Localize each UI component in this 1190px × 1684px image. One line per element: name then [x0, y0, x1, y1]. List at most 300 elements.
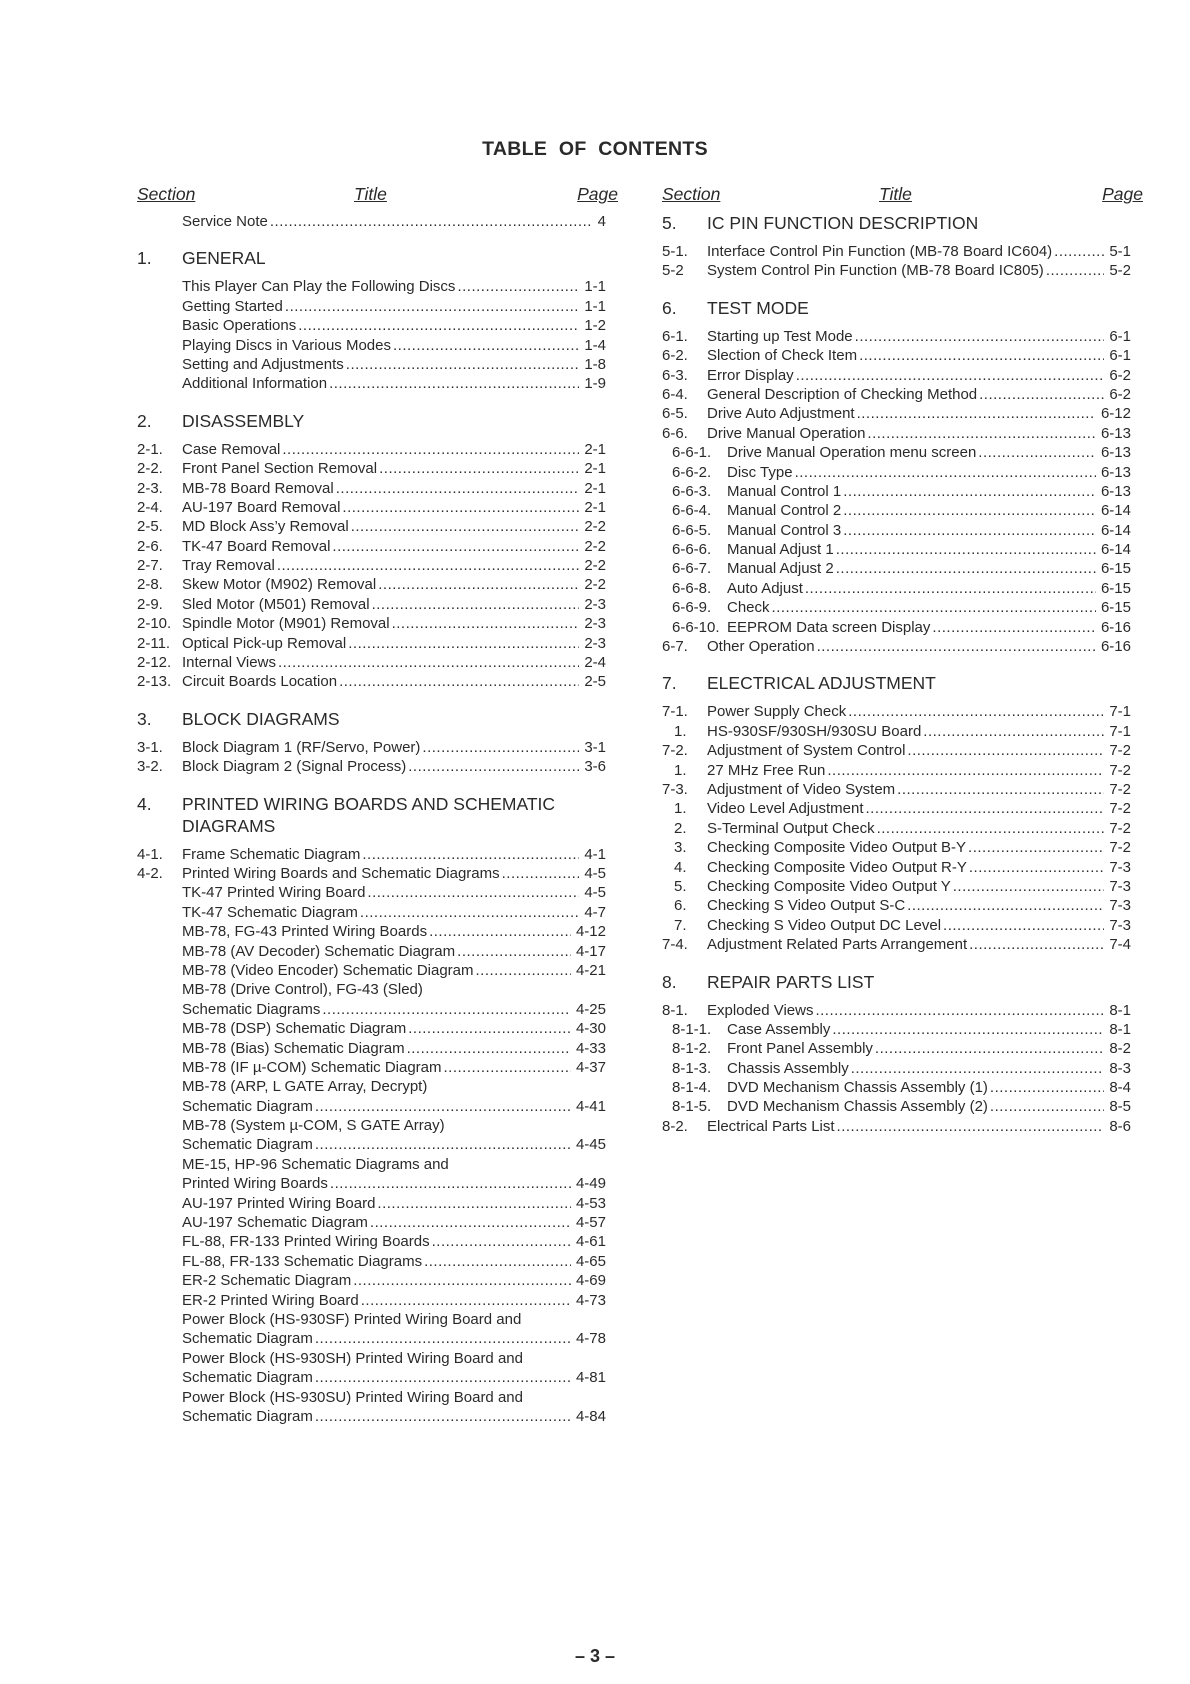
dot-leader [361, 1291, 571, 1310]
toc-entry [662, 443, 1143, 462]
dot-leader [332, 537, 579, 556]
dot-leader [277, 556, 580, 575]
dot-leader [502, 864, 580, 883]
entry-body [727, 1020, 1131, 1039]
dot-leader [346, 355, 580, 374]
entry-number: 2-11. [137, 634, 171, 652]
entry-page: 7-4 [1109, 936, 1131, 954]
entry-page: 6-2 [1109, 366, 1131, 384]
entry-number: 2-2. [137, 460, 163, 478]
entry-title: Sled Motor (M501) Removal [182, 595, 370, 613]
dot-leader [315, 1368, 571, 1387]
entry-page: 6-16 [1100, 638, 1131, 656]
entry-body [727, 598, 1131, 617]
entry-title: MB-78 (System µ-COM, S GATE Array) [182, 1117, 445, 1135]
dot-leader [843, 482, 1096, 501]
dot-leader [1046, 261, 1105, 280]
entry-page: 4-30 [575, 1020, 606, 1038]
entry-body [182, 1019, 606, 1038]
entry-title: EEPROM Data screen Display [727, 618, 931, 636]
section-heading-title: REPAIR PARTS LIST [707, 971, 875, 992]
entry-page: 2-5 [584, 673, 606, 691]
toc-entry [662, 404, 1143, 423]
toc-entry [137, 864, 618, 883]
header-page: Page [1102, 184, 1143, 204]
column-header [662, 184, 1143, 212]
entry-page: 4-1 [584, 845, 606, 863]
entry-number: 6-6-2. [672, 463, 712, 481]
entry-title: Schematic Diagram [182, 1136, 313, 1154]
dot-leader [772, 598, 1096, 617]
entry-body [182, 757, 606, 776]
entry-number: 3-2. [137, 758, 163, 776]
entry-number: 6-6-1. [672, 444, 712, 462]
toc-entry [662, 346, 1143, 365]
section-number: 5. [662, 213, 677, 233]
entry-page: 2-2 [584, 537, 606, 555]
entry-title: Manual Control 2 [727, 502, 842, 520]
section-number: 3. [137, 708, 152, 729]
entry-page: 2-1 [584, 479, 606, 497]
toc-entry [662, 501, 1143, 520]
toc-left-list [137, 212, 618, 1426]
dot-leader [342, 498, 579, 517]
entry-title: MB-78 (Drive Control), FG-43 (Sled) [182, 981, 423, 999]
entry-number: 2-7. [137, 557, 163, 575]
section-heading [662, 672, 1143, 694]
entry-body [707, 424, 1131, 443]
header-title: Title [354, 184, 387, 204]
entry-number: 6-6. [662, 424, 688, 442]
entry-body [727, 1097, 1131, 1116]
dot-leader [424, 1252, 571, 1271]
column-header [137, 184, 618, 212]
entry-page: 2-1 [584, 460, 606, 478]
entry-body [707, 385, 1131, 404]
entry-page: 6-1 [1109, 347, 1131, 365]
entry-number: 6-6-8. [672, 579, 712, 597]
dot-leader [805, 579, 1096, 598]
dot-leader [867, 424, 1096, 443]
entry-page: 6-13 [1100, 463, 1131, 481]
section-number: 1. [137, 248, 152, 269]
entry-page: 4-17 [575, 942, 606, 960]
entry-number: 2-9. [137, 595, 163, 613]
entry-page: 3-1 [584, 738, 606, 756]
dot-leader [336, 479, 580, 498]
entry-number: 4-2. [137, 864, 163, 882]
entry-body [182, 316, 606, 335]
toc-entry [137, 575, 618, 594]
entry-body [182, 1000, 606, 1019]
toc-entry [137, 537, 618, 556]
entry-number: 7-2. [662, 742, 688, 760]
toc-entry [137, 556, 618, 575]
entry-page: 2-1 [584, 498, 606, 516]
entry-body [182, 1407, 606, 1426]
entry-body [707, 780, 1131, 799]
entry-title: AU-197 Printed Wiring Board [182, 1194, 376, 1212]
entry-title: Block Diagram 2 (Signal Process) [182, 758, 407, 776]
entry-page: 4-61 [575, 1233, 606, 1251]
entry-page: 8-4 [1109, 1079, 1131, 1097]
entry-number: 6-4. [662, 385, 688, 403]
entry-title: Manual Control 3 [727, 521, 842, 539]
entry-body [182, 1097, 606, 1116]
entry-body [727, 463, 1131, 482]
spacer [137, 432, 618, 440]
entry-number: 8-1-2. [672, 1040, 712, 1058]
entry-title: Power Block (HS-930SU) Printed Wiring Board and [182, 1388, 523, 1406]
entry-body [182, 556, 606, 575]
section-number: 2. [137, 410, 152, 431]
entry-page: 7-3 [1109, 897, 1131, 915]
toc-entry [137, 1116, 618, 1135]
entry-title: Spindle Motor (M901) Removal [182, 615, 390, 633]
entry-body [707, 1001, 1131, 1020]
entry-page: 7-2 [1109, 780, 1131, 798]
entry-title: Printed Wiring Boards and Schematic Diagrams [182, 864, 500, 882]
dot-leader [953, 877, 1105, 896]
entry-title: FL-88, FR-133 Printed Wiring Boards [182, 1233, 430, 1251]
dot-leader [795, 463, 1096, 482]
toc-entry [137, 980, 618, 999]
toc-entry [137, 1368, 618, 1387]
spacer [137, 269, 618, 277]
entry-title: FL-88, FR-133 Schematic Diagrams [182, 1252, 423, 1270]
entry-body [182, 277, 606, 296]
entry-page: 1-2 [584, 317, 606, 335]
entry-body [182, 903, 606, 922]
page-title: TABLE OF CONTENTS [482, 138, 708, 160]
entry-body [182, 1213, 606, 1232]
dot-leader [968, 838, 1104, 857]
dot-leader [408, 757, 579, 776]
entry-number: 6-6-5. [672, 521, 712, 539]
entry-title: Adjustment of Video System [707, 780, 896, 798]
entry-body [182, 864, 606, 883]
toc-entry [137, 479, 618, 498]
section-heading-title: TEST MODE [707, 297, 809, 318]
entry-page: 1-9 [584, 375, 606, 393]
toc-entry [137, 1349, 618, 1368]
entry-page: 6-1 [1109, 327, 1131, 345]
toc-entry [137, 738, 618, 757]
entry-title: Manual Adjust 1 [727, 541, 834, 559]
spacer [137, 777, 618, 793]
toc-entry [137, 1194, 618, 1213]
toc-entry [662, 579, 1143, 598]
entry-title: System Control Pin Function (MB-78 Board IC805) [707, 262, 1044, 280]
entry-body [707, 858, 1131, 877]
header-section: Section [137, 184, 196, 204]
toc-entry [662, 540, 1143, 559]
entry-title: Auto Adjust [727, 579, 803, 597]
entry-title: Drive Auto Adjustment [707, 405, 855, 423]
entry-page: 2-3 [584, 595, 606, 613]
entry-title: Checking Composite Video Output Y [707, 877, 951, 895]
toc-entry [137, 883, 618, 902]
entry-body [707, 916, 1131, 935]
toc-right-column [662, 184, 1143, 1136]
toc-entry [662, 819, 1143, 838]
dot-leader [322, 1000, 571, 1019]
toc-entry [137, 374, 618, 393]
entry-title: Power Block (HS-930SH) Printed Wiring Board and [182, 1349, 523, 1367]
toc-entry [137, 277, 618, 296]
entry-body [182, 1271, 606, 1290]
toc-entry [662, 838, 1143, 857]
entry-page: 8-3 [1109, 1059, 1131, 1077]
entry-number: 6-7. [662, 638, 688, 656]
entry-page: 4-12 [575, 923, 606, 941]
dot-leader [978, 443, 1096, 462]
dot-leader [315, 1097, 571, 1116]
dot-leader [832, 1020, 1104, 1039]
entry-body [182, 212, 606, 231]
section-number: 8. [662, 971, 677, 992]
entry-title: Schematic Diagram [182, 1097, 313, 1115]
entry-number: 7-1. [662, 703, 688, 721]
dot-leader [877, 819, 1105, 838]
entry-body [707, 702, 1131, 721]
entry-body [182, 1174, 606, 1193]
entry-page: 6-14 [1100, 541, 1131, 559]
entry-title: Schematic Diagram [182, 1330, 313, 1348]
entry-body [182, 653, 606, 672]
entry-number: 6-3. [662, 366, 688, 384]
entry-title: Checking S Video Output DC Level [707, 916, 942, 934]
toc-entry [662, 1059, 1143, 1078]
entry-page: 6-15 [1100, 579, 1131, 597]
entry-number: 6-6-9. [672, 599, 712, 617]
toc-entry [662, 1078, 1143, 1097]
entry-number: 5-1. [662, 243, 688, 260]
entry-page: 7-2 [1109, 800, 1131, 818]
dot-leader [393, 336, 579, 355]
toc-entry [137, 1213, 618, 1232]
dot-leader [907, 741, 1104, 760]
toc-entry [137, 517, 618, 536]
entry-number: 2-4. [137, 498, 163, 516]
dot-leader [360, 903, 579, 922]
dot-leader [969, 935, 1104, 954]
entry-body [707, 366, 1131, 385]
toc-entry [662, 1097, 1143, 1116]
entry-title: Interface Control Pin Function (MB-78 Board IC604) [707, 243, 1053, 260]
entry-page: 6-13 [1100, 444, 1131, 462]
entry-page: 6-14 [1100, 502, 1131, 520]
dot-leader [432, 1232, 571, 1251]
entry-page: 6-2 [1109, 385, 1131, 403]
toc-entry [137, 212, 618, 231]
toc-entry [662, 741, 1143, 760]
dot-leader [353, 1271, 571, 1290]
entry-title: AU-197 Schematic Diagram [182, 1214, 368, 1232]
entry-page: 4-57 [575, 1214, 606, 1232]
entry-title: S-Terminal Output Check [707, 819, 875, 837]
entry-number: 2-3. [137, 479, 163, 497]
entry-title: Starting up Test Mode [707, 327, 853, 345]
entry-body [182, 595, 606, 614]
entry-title: Disc Type [727, 463, 793, 481]
dot-leader [851, 1059, 1105, 1078]
entry-body [707, 838, 1131, 857]
dot-leader [897, 780, 1104, 799]
dot-leader [298, 316, 579, 335]
entry-number: 4. [674, 858, 687, 876]
entry-number: 1. [674, 761, 687, 779]
entry-body [182, 980, 606, 999]
entry-body [727, 443, 1131, 462]
toc-entry [137, 1174, 618, 1193]
entry-body [182, 738, 606, 757]
entry-page: 8-2 [1109, 1040, 1131, 1058]
toc-entry [137, 1039, 618, 1058]
entry-body [182, 1194, 606, 1213]
dot-leader [796, 366, 1105, 385]
dot-leader [392, 614, 580, 633]
entry-body [727, 1078, 1131, 1097]
entry-body [707, 741, 1131, 760]
dot-leader [855, 327, 1105, 346]
entry-title: Power Block (HS-930SF) Printed Wiring Board and [182, 1310, 522, 1328]
entry-body [182, 297, 606, 316]
entry-title: MB-78 (ARP, L GATE Array, Decrypt) [182, 1078, 428, 1096]
entry-title: DVD Mechanism Chassis Assembly (1) [727, 1079, 988, 1097]
entry-page: 4 [597, 213, 606, 230]
entry-number: 2-12. [137, 654, 172, 672]
toc-entry [662, 1020, 1143, 1039]
entry-page: 4-33 [575, 1039, 606, 1057]
dot-leader [378, 575, 579, 594]
entry-body [182, 942, 606, 961]
dot-leader [408, 1019, 571, 1038]
entry-title: MB-78 (DSP) Schematic Diagram [182, 1020, 407, 1038]
header-page: Page [577, 184, 618, 204]
spacer [137, 692, 618, 708]
entry-title: Exploded Views [707, 1001, 814, 1019]
dot-leader [339, 672, 579, 691]
header-section: Section [662, 184, 721, 204]
entry-body [182, 1077, 606, 1096]
entry-number: 6-5. [662, 405, 688, 423]
entry-page: 6-15 [1100, 599, 1131, 617]
entry-number: 8-1-3. [672, 1059, 712, 1077]
entry-page: 7-3 [1109, 877, 1131, 895]
dot-leader [1054, 242, 1104, 261]
entry-body [182, 1155, 606, 1174]
entry-title: General Description of Checking Method [707, 385, 978, 403]
entry-page: 7-2 [1109, 819, 1131, 837]
toc-entry [137, 316, 618, 335]
entry-page: 2-3 [584, 634, 606, 652]
entry-body [182, 672, 606, 691]
entry-page: 4-41 [575, 1097, 606, 1115]
toc-entry [662, 761, 1143, 780]
entry-page: 8-1 [1109, 1001, 1131, 1019]
entry-page: 7-3 [1109, 858, 1131, 876]
dot-leader [923, 722, 1104, 741]
entry-body [707, 404, 1131, 423]
entry-page: 4-49 [575, 1175, 606, 1193]
entry-number: 6-6-3. [672, 482, 712, 500]
entry-title: Chassis Assembly [727, 1059, 849, 1077]
toc-entry [662, 385, 1143, 404]
entry-title: ER-2 Schematic Diagram [182, 1272, 352, 1290]
entry-number: 6-6-10. [672, 618, 720, 636]
entry-body [707, 935, 1131, 954]
toc-entry [662, 799, 1143, 818]
entry-body [727, 501, 1131, 520]
entry-title: Block Diagram 1 (RF/Servo, Power) [182, 738, 421, 756]
entry-body [727, 579, 1131, 598]
entry-page: 2-4 [584, 654, 606, 672]
entry-number: 8-1-1. [672, 1020, 712, 1038]
entry-title: MB-78 (Video Encoder) Schematic Diagram [182, 961, 474, 979]
entry-title: Schematic Diagram [182, 1407, 313, 1425]
toc-entry [662, 559, 1143, 578]
toc-entry [662, 877, 1143, 896]
dot-leader [315, 1135, 571, 1154]
header-title: Title [879, 184, 912, 204]
entry-body [727, 559, 1131, 578]
dot-leader [330, 1174, 571, 1193]
entry-number: 6-1. [662, 327, 688, 345]
entry-body [182, 479, 606, 498]
entry-title: MB-78 (IF µ-COM) Schematic Diagram [182, 1058, 442, 1076]
toc-entry [662, 261, 1143, 280]
entry-title: Tray Removal [182, 557, 275, 575]
entry-title: HS-930SF/930SH/930SU Board [707, 722, 922, 740]
toc-entry [137, 757, 618, 776]
entry-title: MB-78, FG-43 Printed Wiring Boards [182, 923, 428, 941]
entry-page: 4-81 [575, 1369, 606, 1387]
entry-page: 2-2 [584, 518, 606, 536]
toc-entry [137, 440, 618, 459]
entry-title: Skew Motor (M902) Removal [182, 576, 377, 594]
dot-leader [315, 1407, 571, 1426]
toc-entry [137, 922, 618, 941]
entry-title: Front Panel Section Removal [182, 460, 378, 478]
entry-title: Checking Composite Video Output B-Y [707, 839, 967, 857]
entry-body [182, 1291, 606, 1310]
entry-number: 6-6-6. [672, 541, 712, 559]
toc-entry [137, 498, 618, 517]
entry-page: 4-45 [575, 1136, 606, 1154]
toc-entry [137, 1058, 618, 1077]
entry-page: 6-16 [1100, 618, 1131, 636]
dot-leader [848, 702, 1104, 721]
entry-page: 5-1 [1109, 243, 1131, 260]
entry-body [182, 575, 606, 594]
toc-entry [662, 424, 1143, 443]
entry-body [707, 722, 1131, 741]
dot-leader [282, 440, 579, 459]
toc-entry [137, 1388, 618, 1407]
toc-entry [137, 1000, 618, 1019]
toc-entry [137, 1097, 618, 1116]
section-number: 6. [662, 297, 677, 318]
dot-leader [969, 858, 1104, 877]
toc-entry [137, 903, 618, 922]
dot-leader [457, 277, 579, 296]
toc-entry [662, 780, 1143, 799]
entry-body [182, 1388, 606, 1407]
entry-page: 8-6 [1109, 1117, 1131, 1135]
entry-page: 5-2 [1109, 262, 1131, 280]
spacer [137, 730, 618, 738]
